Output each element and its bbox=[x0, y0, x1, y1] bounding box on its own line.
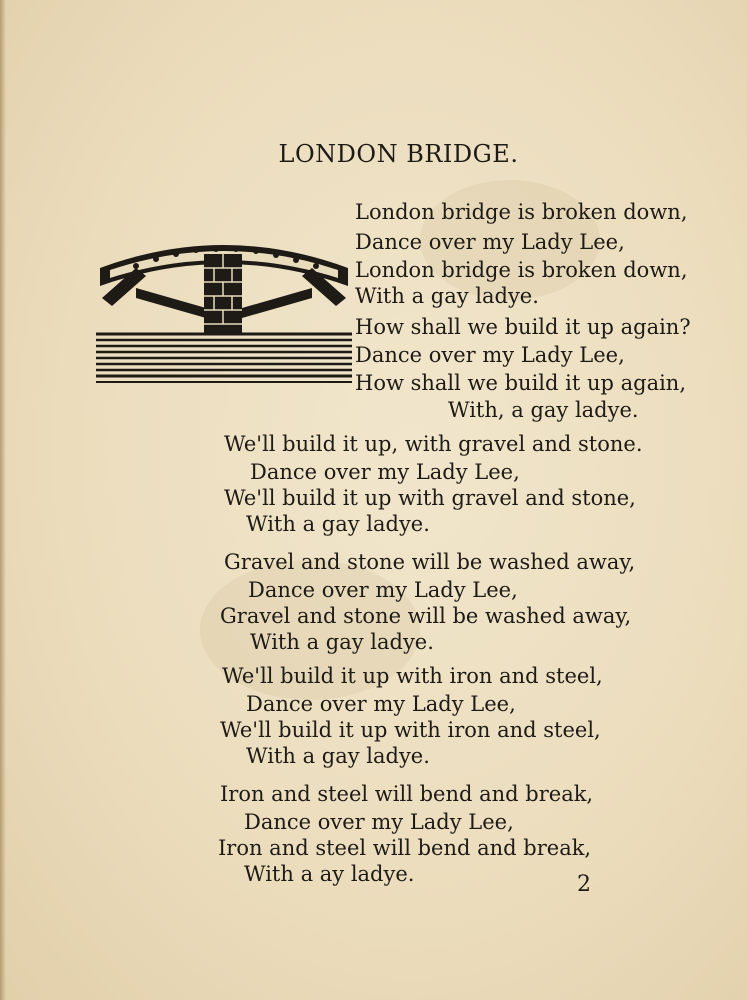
page-number: 2 bbox=[577, 872, 591, 897]
bridge-woodcut-icon bbox=[96, 228, 352, 388]
verse-line: Dance over my Lady Lee, bbox=[248, 578, 518, 602]
verse-line: We'll build it up, with gravel and stone. bbox=[224, 432, 643, 456]
verse-line: With, a gay ladye. bbox=[448, 398, 639, 422]
verse-line: With a gay ladye. bbox=[355, 284, 539, 308]
verse-line: Dance over my Lady Lee, bbox=[355, 343, 625, 367]
verse-line: Iron and steel will bend and break, bbox=[220, 782, 594, 806]
verse-line: With a ay ladye. bbox=[244, 862, 415, 886]
verse-line: London bridge is broken down, bbox=[355, 258, 688, 282]
verse-line: Dance over my Lady Lee, bbox=[355, 230, 625, 254]
verse-line: Iron and steel will bend and break, bbox=[218, 836, 592, 860]
verse-line: Dance over my Lady Lee, bbox=[244, 810, 514, 834]
poem-title: LONDON BRIDGE. bbox=[278, 140, 519, 168]
verse-line: With a gay ladye. bbox=[246, 744, 430, 768]
verse-line: We'll build it up with gravel and stone, bbox=[224, 486, 636, 510]
verse-line: With a gay ladye. bbox=[250, 630, 434, 654]
verse-line: Dance over my Lady Lee, bbox=[250, 460, 520, 484]
verse-line: We'll build it up with iron and steel, bbox=[222, 664, 603, 688]
verse-line: With a gay ladye. bbox=[246, 512, 430, 536]
verse-line: Dance over my Lady Lee, bbox=[246, 692, 516, 716]
verse-line: London bridge is broken down, bbox=[355, 200, 688, 224]
verse-line: Gravel and stone will be washed away, bbox=[224, 550, 636, 574]
verse-line: We'll build it up with iron and steel, bbox=[220, 718, 601, 742]
verse-line: How shall we build it up again, bbox=[355, 371, 687, 395]
verse-line: How shall we build it up again? bbox=[355, 315, 691, 339]
verse-line: Gravel and stone will be washed away, bbox=[220, 604, 632, 628]
